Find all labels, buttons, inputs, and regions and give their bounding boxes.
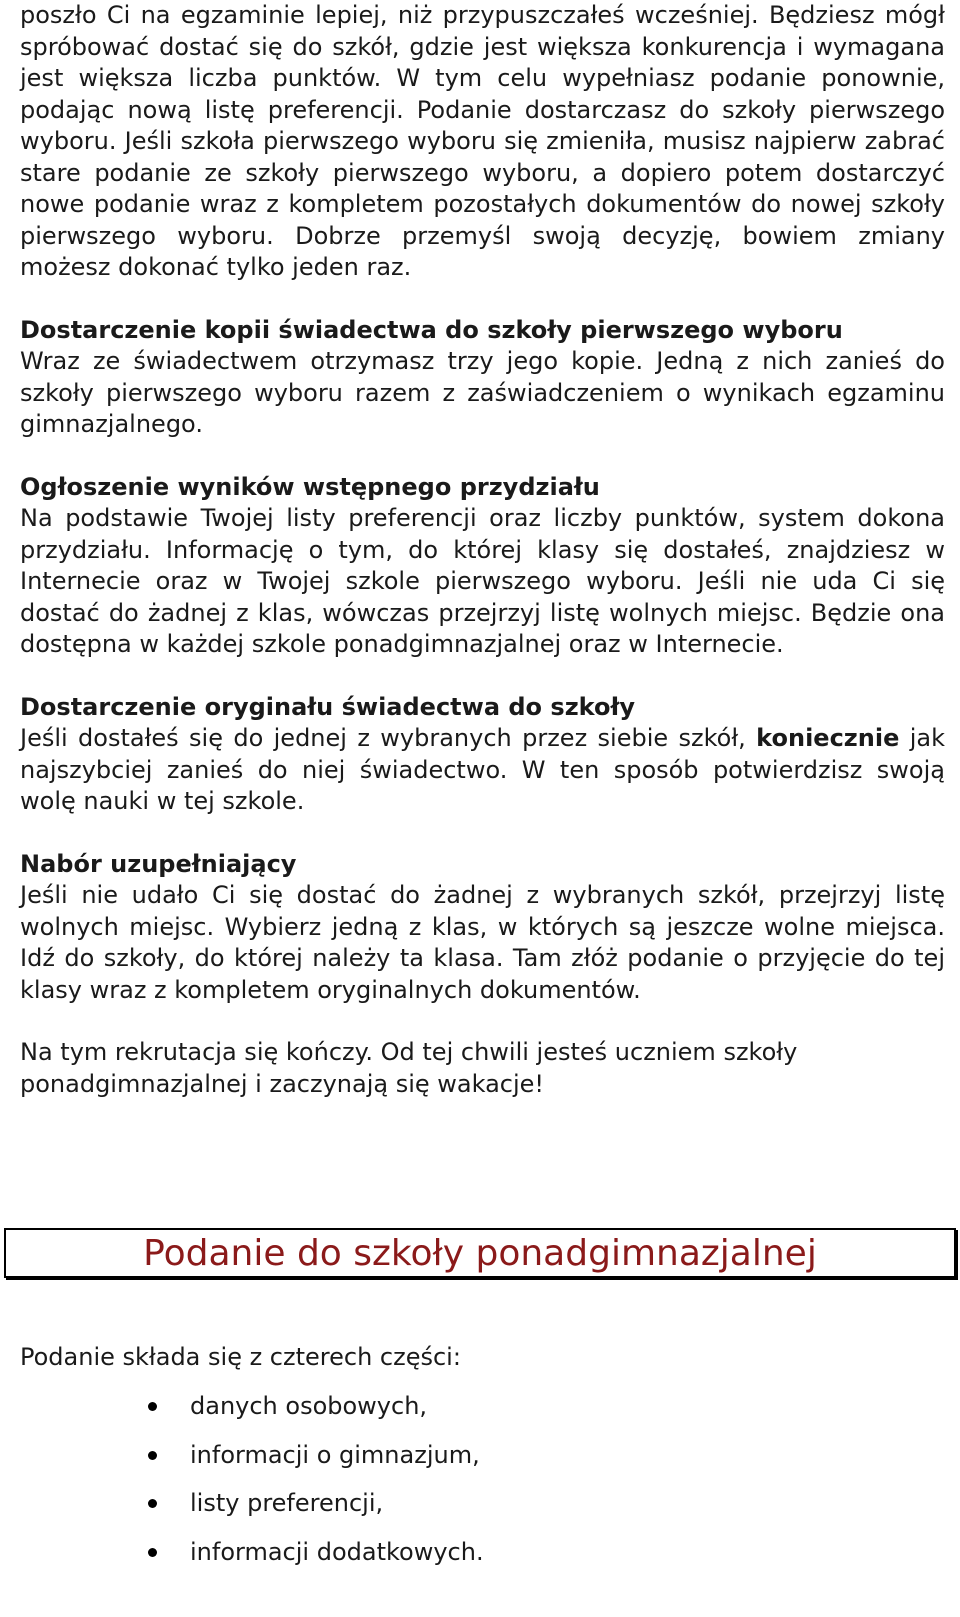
list-item (140, 1429, 484, 1478)
list-item (140, 1380, 484, 1429)
parts-list (140, 1380, 484, 1574)
bullet-icon (148, 1451, 157, 1460)
parts-intro: Podanie składa się z czterech części: (20, 1343, 461, 1371)
document-body (20, 0, 945, 1100)
bullet-icon (148, 1499, 157, 1508)
list-item-label: informacji dodatkowych. (190, 1537, 484, 1566)
list-item (140, 1477, 484, 1526)
list-item-label: informacji o gimnazjum, (190, 1440, 480, 1469)
intro-paragraph-part-a: poszło Ci na egzaminie lepiej, niż przypuszczałeś wcześniej. Będziesz mógł spróbować dostać się do szkół, gdzie jest większa konkurencja i wymagana jest większa liczba punktów. W tym celu wypełniasz podanie ponownie, podając nową listę preferencji. Podanie dostarczasz do szkoły pierwszego wyboru. (20, 1, 945, 155)
list-item-label: danych osobowych, (190, 1392, 428, 1420)
closing-paragraph: Na tym rekrutacja się kończy. Od tej chwili jesteś uczniem szkoły ponadgimnazjalnej i zaczynają się wakacje! (20, 1038, 798, 1098)
section-heading-results-announcement: Ogłoszenie wyników wstępnego przydziału (20, 472, 600, 501)
section-heading-supplementary-recruitment: Nabór uzupełniający (20, 849, 297, 878)
section-body-results-announcement: Na podstawie Twojej listy preferencji oraz liczby punktów, system dokona przydziału. Informację o tym, do której klasy się dostałeś, znajdziesz w Internecie oraz w Twojej szkole pierwszego wyboru. Jeśli nie uda Ci się dostać do żadnej z klas, wówczas przejrzyj listę wolnych miejsc. Będzie ona dostępna w każdej szkole ponadgimnazjalnej oraz w Internecie. (20, 504, 945, 658)
intro-paragraph (20, 0, 945, 284)
intro-paragraph-part-b: Jeśli szkoła pierwszego wyboru się zmieniła, musisz najpierw zabrać stare podanie ze szkoły pierwszego wyboru, a dopiero potem dostarczyć nowe podanie wraz z kompletem pozostałych dokumentów do nowej szkoły pierwszego wyboru. Dobrze przemyśl swoją decyzję, bowiem zmiany możesz dokonać tylko jeden raz. (20, 127, 945, 281)
bullet-icon (148, 1548, 157, 1557)
original-certificate-emphasis: koniecznie (756, 724, 900, 752)
section-heading-original-certificate: Dostarczenie oryginału świadectwa do szkoły (20, 692, 636, 721)
original-certificate-text-before: Jeśli dostałeś się do jednej z wybranych przez siebie szkół, (20, 724, 757, 752)
section-body-certificate-copy: Wraz ze świadectwem otrzymasz trzy jego kopie. Jedną z nich zanieś do szkoły pierwszego wyboru razem z zaświadczeniem o wynikach egzaminu gimnazjalnego. (20, 347, 945, 438)
list-item (140, 1526, 484, 1575)
boxed-title-frame (4, 1228, 956, 1278)
section-body-original-certificate (20, 723, 945, 818)
boxed-title: Podanie do szkoły ponadgimnazjalnej (143, 1233, 817, 1274)
section-heading-certificate-copy: Dostarczenie kopii świadectwa do szkoły pierwszego wyboru (20, 315, 843, 344)
original-certificate-text-after: jak najszybciej zanieś do niej świadectwo. W ten sposób potwierdzisz swoją wolę nauki w tej szkole. (20, 724, 946, 815)
list-item-label: listy preferencji, (190, 1489, 384, 1517)
bullet-icon (148, 1402, 157, 1411)
section-body-supplementary-recruitment: Jeśli nie udało Ci się dostać do żadnej z wybranych szkół, przejrzyj listę wolnych miejsc. Wybierz jedną z klas, w których są jeszcze wolne miejsca. Idź do szkoły, do której należy ta klasa. Tam złóż podanie o przyjęcie do tej klasy wraz z kompletem oryginalnych dokumentów. (20, 881, 945, 1004)
